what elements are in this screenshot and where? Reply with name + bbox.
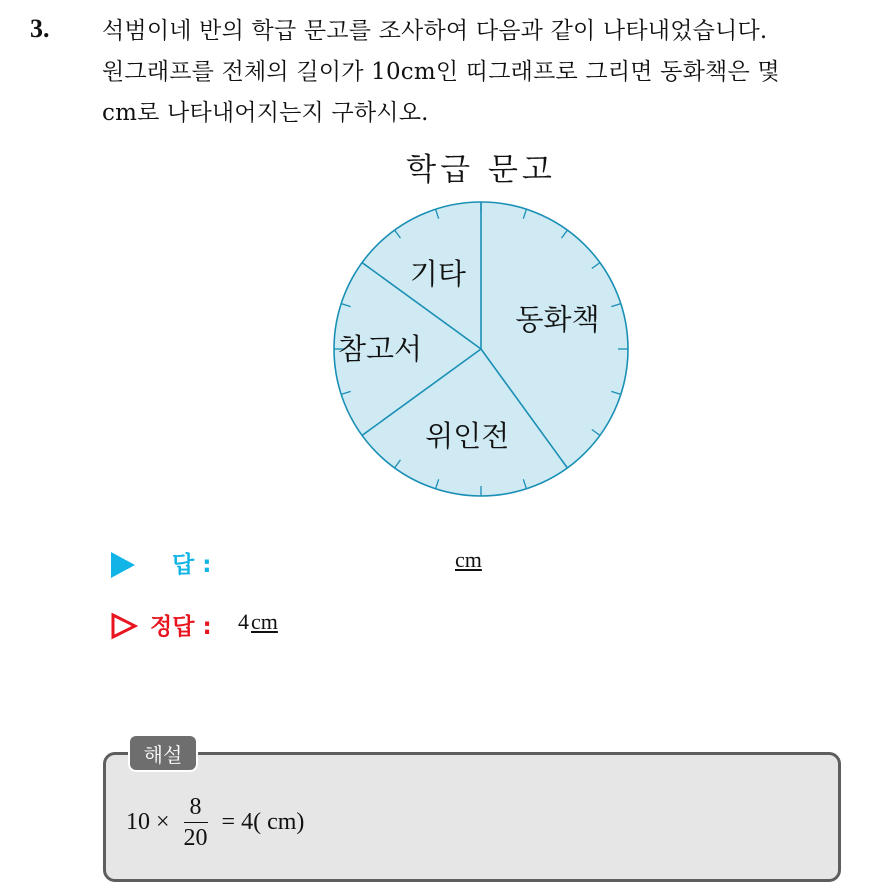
- solution-arrow-icon: [110, 612, 138, 640]
- formula-fraction: [178, 794, 214, 851]
- question-line-2: 원그래프를 전체의 길이가 10cm인 띠그래프로 그리면 동화책은 몇: [102, 59, 780, 85]
- pie-slice-label: 동화책: [515, 302, 600, 337]
- fraction-numerator: 8: [184, 794, 208, 823]
- question-number: 3.: [30, 14, 50, 43]
- solution-value: [238, 609, 278, 635]
- answer-unit: cm: [455, 547, 482, 572]
- question-line-3: cm로 나타내어지는지 구하시오.: [102, 100, 429, 126]
- pie-group: [334, 202, 628, 496]
- formula-lhs: 10 ×: [126, 808, 170, 835]
- answer-arrow-icon: [110, 551, 136, 579]
- solution-unit: cm: [251, 609, 278, 634]
- fraction-denominator: 20: [183, 824, 208, 851]
- explanation-tag: 해설: [128, 734, 198, 772]
- answer-label: 답 :: [172, 552, 212, 578]
- pie-slice-label: 위인전: [425, 418, 510, 453]
- question-line-1: 석범이네 반의 학급 문고를 조사하여 다음과 같이 나타내었습니다.: [102, 18, 768, 44]
- chart-title: 학급 문고: [406, 152, 556, 188]
- solution-label: 정답 :: [150, 614, 212, 640]
- formula-rhs: = 4( cm): [221, 808, 305, 835]
- pie-slice-label: 기타: [409, 257, 466, 292]
- explanation-formula: [126, 792, 304, 852]
- pie-slice-label: 참고서: [337, 332, 423, 366]
- solution-number: 4: [238, 609, 249, 634]
